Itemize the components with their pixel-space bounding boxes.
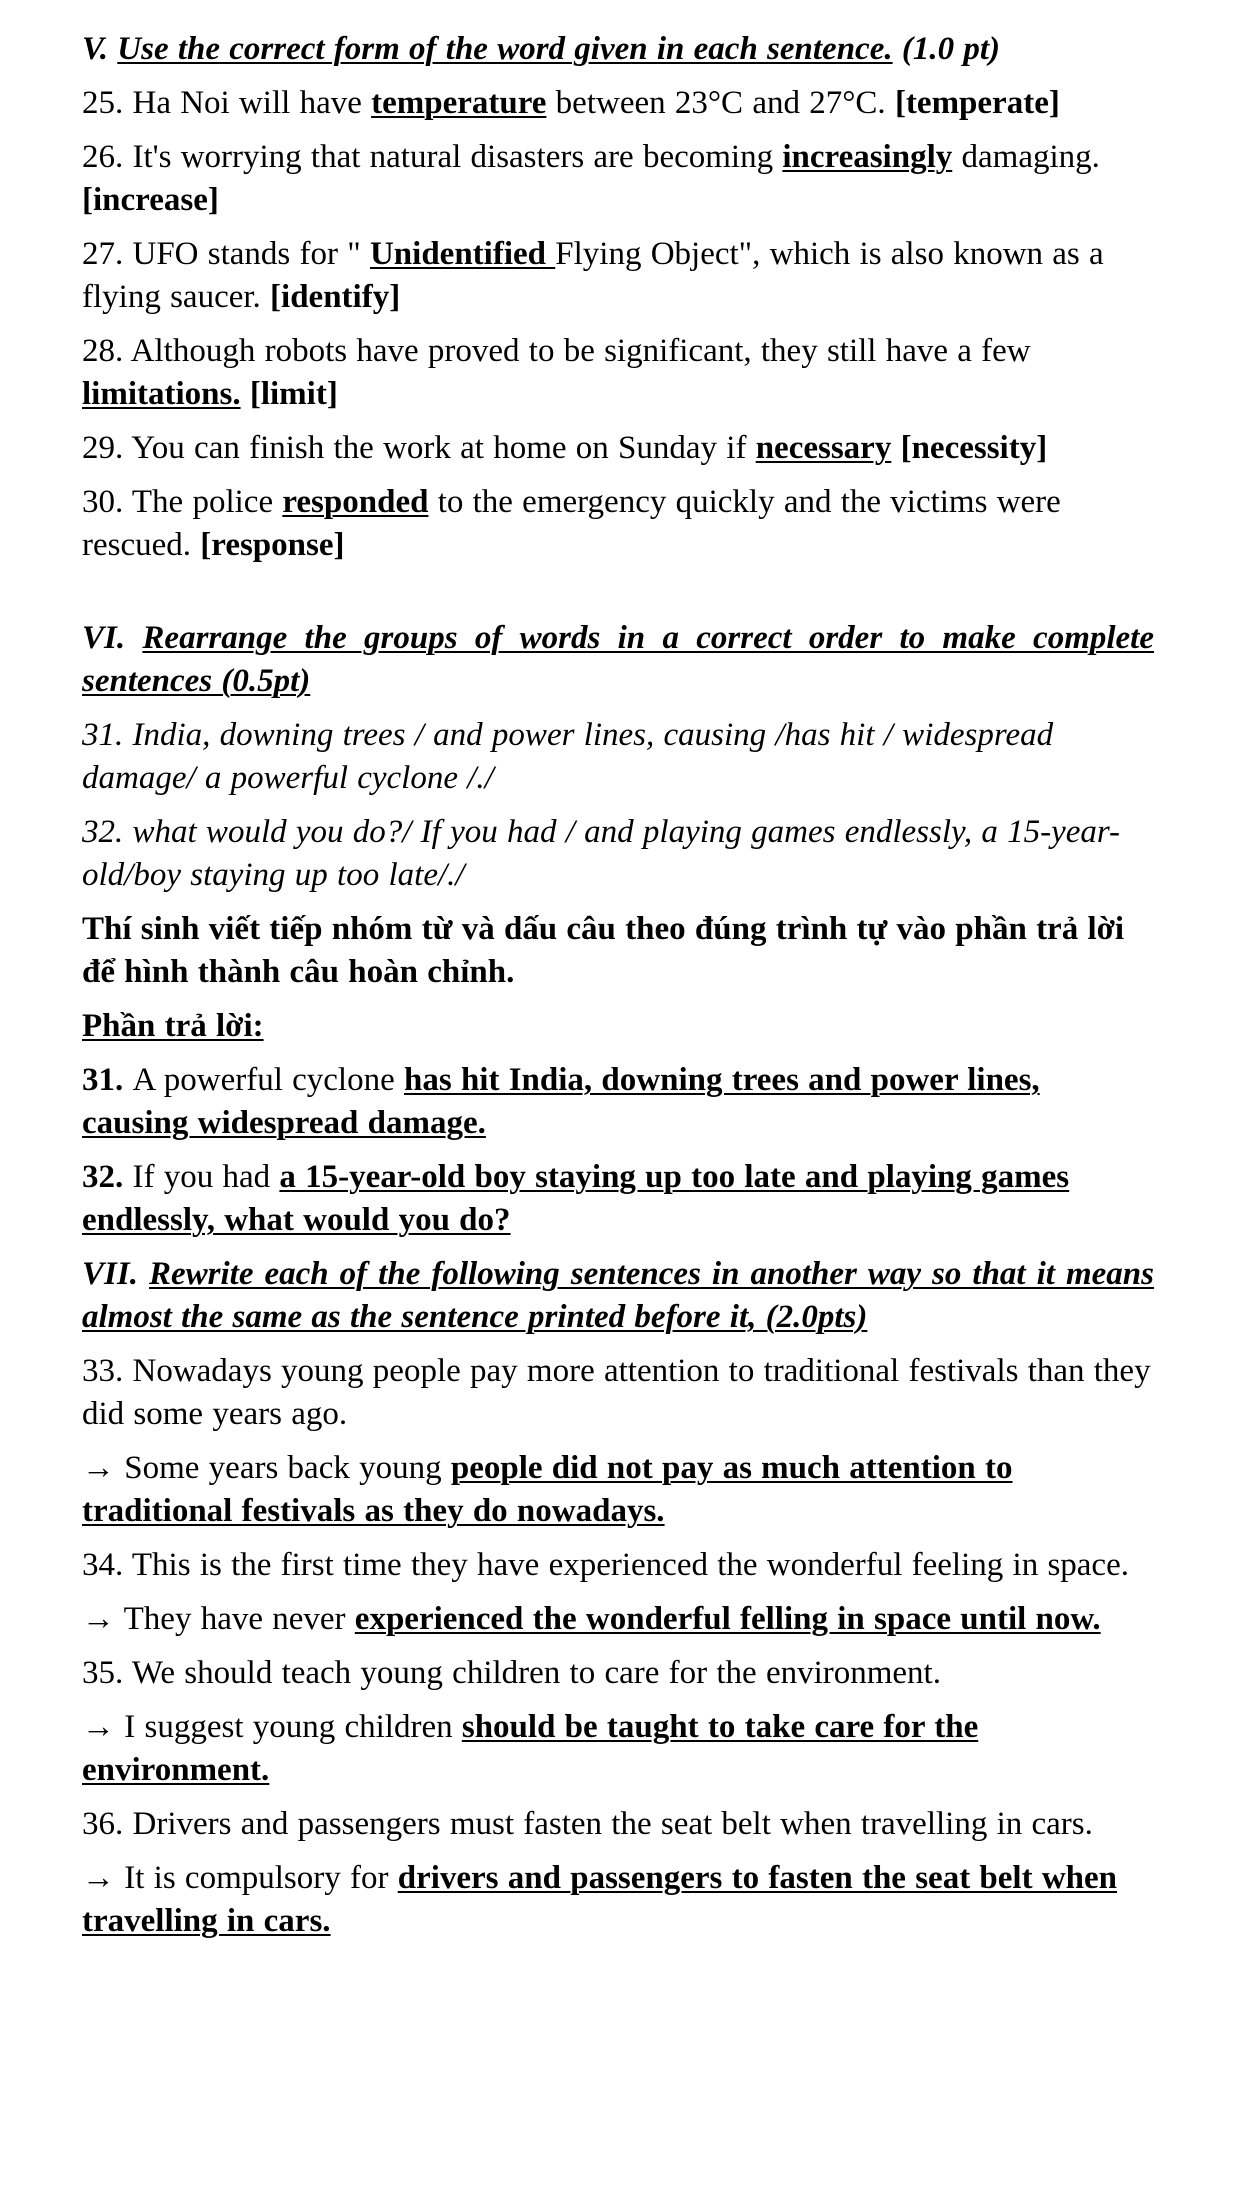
section-vii-heading [82, 1253, 1154, 1339]
question-25-run-2: between 23°C and 27°C. [546, 85, 895, 121]
answer-31-run-2: has hit India, downing trees and power lines, causing widespread damage. [82, 1062, 1040, 1141]
answer-32 [82, 1156, 1154, 1242]
section-v-heading-run-1: Use the correct form of the word given in each sentence. [117, 31, 893, 67]
question-29-run-2 [891, 430, 900, 466]
question-31-prompt-run-0: 31. India, downing trees / and power lines, causing /has hit / widespread damage/ a powerful cyclone /./ [82, 717, 1054, 796]
question-27-run-3: [identify] [270, 279, 401, 315]
section-vii-heading-run-1: Rewrite each of the following sentences in another way so that it means almost the same as the sentence printed before it, (2.0pts) [82, 1256, 1155, 1335]
answer-35-run-0: → I suggest young children [82, 1709, 462, 1745]
question-26-run-0: 26. It's worrying that natural disasters are becoming [82, 139, 783, 175]
answer-33 [82, 1447, 1154, 1533]
question-31-prompt [82, 714, 1154, 800]
question-29-run-3: [necessity] [900, 430, 1048, 466]
question-26-run-2: damaging. [952, 139, 1100, 175]
answer-34-run-0: → They have never [82, 1601, 355, 1637]
answer-36-run-1: drivers and passengers to fasten the seat belt when travelling in cars. [82, 1860, 1118, 1939]
question-26-run-3: [increase] [82, 182, 219, 218]
answer-31-run-1: A powerful cyclone [132, 1062, 404, 1098]
question-25-run-0: 25. Ha Noi will have [82, 85, 372, 121]
section-vi-heading-run-1: Rearrange the groups of words in a correct order to make complete sentences (0.5pt) [82, 620, 1154, 699]
answer-31-run-0: 31. [82, 1062, 133, 1098]
answer-31 [82, 1059, 1154, 1145]
question-27-run-0: 27. UFO stands for " [82, 236, 370, 272]
question-28-run-3: [limit] [249, 376, 338, 412]
question-34 [82, 1544, 1154, 1587]
question-27-run-1: Unidentified [369, 236, 556, 272]
question-27 [82, 233, 1154, 319]
question-32-prompt [82, 811, 1154, 897]
question-26-run-1: increasingly [782, 139, 953, 175]
section-vii-heading-run-0: VII. [82, 1256, 149, 1292]
question-29-run-1: necessary [755, 430, 892, 466]
question-28 [82, 330, 1154, 416]
question-28-run-0: 28. Although robots have proved to be significant, they still have a few [82, 333, 1031, 369]
answer-32-run-2: a 15-year-old boy staying up too late and playing games endlessly, what would you do? [82, 1159, 1070, 1238]
question-30 [82, 481, 1154, 567]
answer-36-run-0: → It is compulsory for [82, 1860, 398, 1896]
question-27-run-2: Flying Object", which is also known as a flying saucer. [82, 236, 1104, 315]
question-25-run-3: [temperate] [894, 85, 1060, 121]
question-30-run-0: 30. The police [82, 484, 283, 520]
document-body [82, 28, 1154, 1943]
question-30-run-2: to the emergency quickly and the victims were rescued. [82, 484, 1061, 563]
answer-32-run-1: If you had [132, 1159, 280, 1195]
answer-33-run-1: people did not pay as much attention to traditional festivals as they do nowadays. [82, 1450, 1013, 1529]
question-35 [82, 1652, 1154, 1695]
question-28-run-1: limitations. [82, 376, 241, 412]
question-28-run-2 [241, 376, 250, 412]
answer-34 [82, 1598, 1154, 1641]
section-v-heading [82, 28, 1154, 71]
question-34-run-0: 34. This is the first time they have experienced the wonderful feeling in space. [82, 1547, 1129, 1583]
question-25-run-1: temperature [371, 85, 547, 121]
question-33-run-0: 33. Nowadays young people pay more attention to traditional festivals than they did some years ago. [82, 1353, 1151, 1432]
answer-36 [82, 1857, 1154, 1943]
answer-33-run-0: → Some years back young [82, 1450, 451, 1486]
question-30-run-1: responded [282, 484, 429, 520]
question-35-run-0: 35. We should teach young children to care for the environment. [82, 1655, 941, 1691]
question-32-prompt-run-0: 32. what would you do?/ If you had / and playing games endlessly, a 15-year-old/boy staying up too late/./ [82, 814, 1121, 893]
question-25 [82, 82, 1154, 125]
section-v-heading-run-0: V. [82, 31, 118, 67]
question-29 [82, 427, 1154, 470]
section-v-heading-run-2: (1.0 pt) [892, 31, 1001, 67]
instruction-vietnamese [82, 908, 1154, 994]
question-26 [82, 136, 1154, 222]
answer-34-run-1: experienced the wonderful felling in space until now. [354, 1601, 1101, 1637]
question-36 [82, 1803, 1154, 1846]
answer-35 [82, 1706, 1154, 1792]
section-vi-heading [82, 617, 1154, 703]
answer-section-label-run-0: Phần trả lời: [82, 1008, 264, 1044]
question-30-run-3: [response] [200, 527, 345, 563]
answer-35-run-1: should be taught to take care for the environment. [82, 1709, 979, 1788]
question-29-run-0: 29. You can finish the work at home on Sunday if [82, 430, 756, 466]
question-36-run-0: 36. Drivers and passengers must fasten the seat belt when travelling in cars. [82, 1806, 1093, 1842]
answer-section-label [82, 1005, 1154, 1048]
question-33 [82, 1350, 1154, 1436]
instruction-vietnamese-run-0: Thí sinh viết tiếp nhóm từ và dấu câu theo đúng trình tự vào phần trả lời để hình thành câu hoàn chỉnh. [82, 911, 1125, 990]
section-vi-heading-run-0: VI. [82, 620, 143, 656]
answer-32-run-0: 32. [82, 1159, 133, 1195]
